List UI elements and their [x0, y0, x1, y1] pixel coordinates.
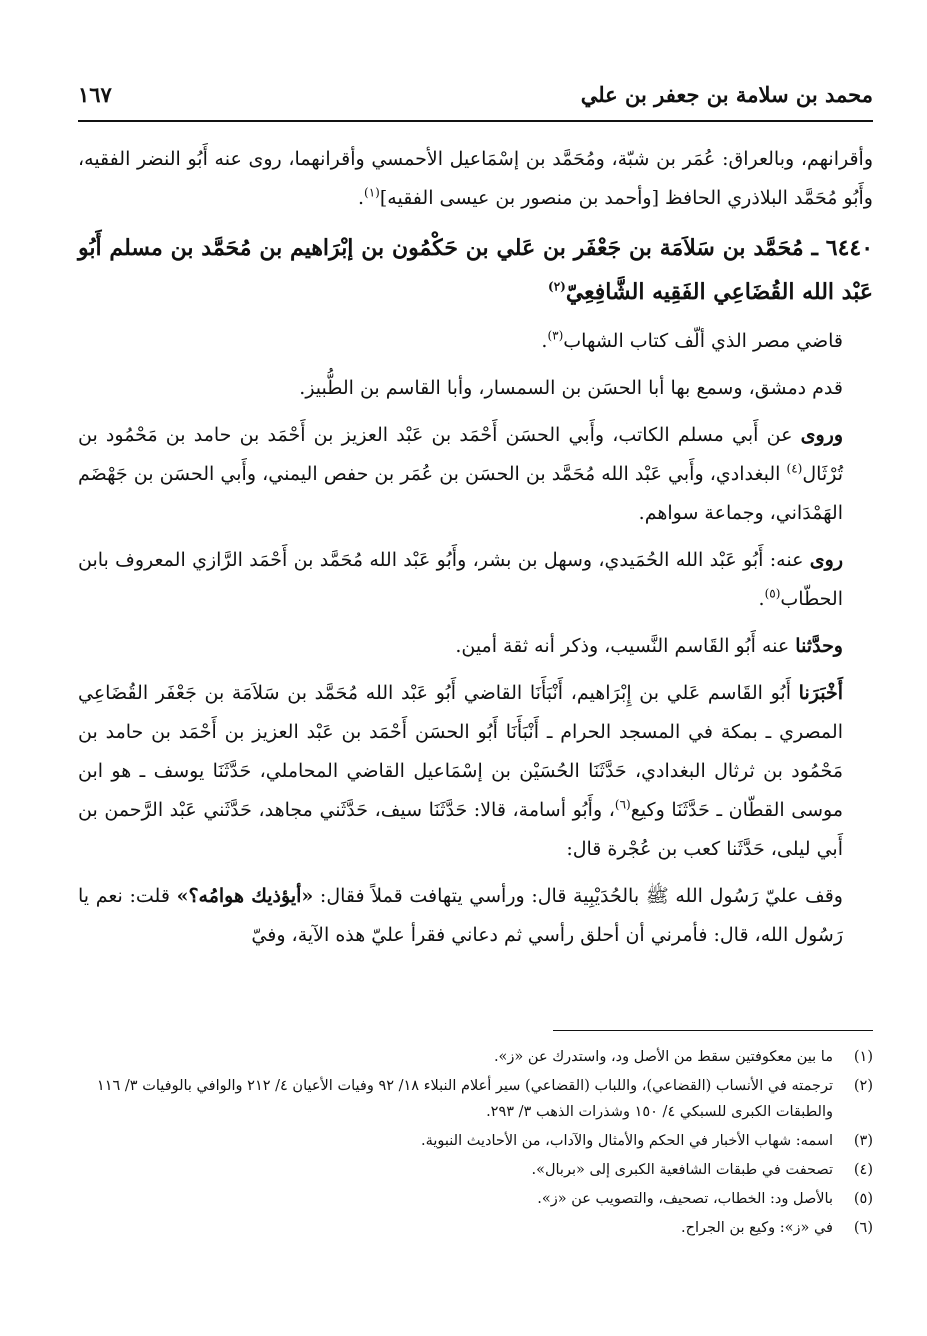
footnote-ref: (٤) — [786, 461, 803, 476]
paragraph: وروى عن أَبي مسلم الكاتب، وأَبي الحسَن أَحْمَد بن عَبْد العزيز بن أَحْمَد بن حامد بن مَحْمُود بن تُرْثَال$^{(٤)}$ البغدادي، وأَبي عَبْد الله مُحَمَّد بن الحسَن بن عُمَر بن حفص اليمني، وأَبي الحسَن بن جَهْضَم الهَمْدَاني، وجماعة سواهم. — [78, 424, 843, 524]
paragraph: أَخْبَرَنا أَبُو القَاسم عَلي بن إِبْرَاهيم، أَنْبَأَنَا القاضي أَبُو عَبْد الله مُحَمَّد بن سَلاَمَة بن جَعْفَر القُضَاعِي المصري ـ بمكة في المسجد الحرام ـ أَنْبَأَنَا أَبُو الحسَن أَحْمَد بن عَبْد العزيز بن أَحْمَد بن حامد بن مَحْمُود بن ثرثال البغدادي، حَدَّثَنَا الحُسَيْن بن إسْمَاعيل القاضي المحاملي، حَدَّثَنَا يوسف ـ هو ابن موسى القطّان ـ حَدَّثَنَا وكيع$^{(٦)}$، وأَبُو أسامة، قالا: حَدَّثَنَا سيف، حَدَّثَني مجاهد، حَدَّثَني عَبْد الرَّحمن بن أَبي ليلى، حَدَّثَنا كعب بن عُجْرة قال: — [78, 682, 844, 860]
footnote: (٢) ترجمته في الأنساب (القضاعي)، واللباب (القضاعي) سير أعلام النبلاء ١٨/ ٩٢ وفيات الأعيان ٤/ ٢١٢ والوافي بالوفيات ٣/ ١١٦ والطبقات الكبرى للسبكي ٤/ ١٥٠ وشذرات الذهب ٣/ ٢٩٣. — [96, 1078, 873, 1120]
footnote-rule — [553, 1030, 873, 1031]
paragraph: وقف عليّ رَسُول الله ﷺ بالحُدَيْبِية قال: ورأسي يتهافت قملاً فقال: «أيؤذيك هوامُه؟» قلت: نعم يا رَسُول الله، قال: فأمرني أن أحلق رأسي ثم دعاني فقرأ عليّ هذه الآية، وفيّ — [78, 885, 843, 946]
running-header — [78, 74, 873, 114]
footnote-ref: (٢) — [548, 279, 566, 294]
running-title: محمد بن سلامة بن جعفر بن علي — [580, 81, 873, 107]
paragraph: قدم دمشق، وسمع بها أبا الحسَن بن السمسار، وأبا القاسم بن الطُّبيز. — [299, 377, 843, 399]
footnote-ref: (٥) — [764, 586, 781, 601]
footnote-ref: (٦) — [614, 797, 631, 812]
footnote-ref: (١) — [364, 185, 380, 200]
footnote: (٣) اسمه: شهاب الأخبار في الحكم والأمثال والآداب، من الأحاديث النبوية. — [421, 1133, 873, 1149]
footnote-ref: (٣) — [547, 328, 564, 343]
main-text — [78, 140, 873, 963]
lead-word: روى — [809, 549, 843, 571]
paragraph: قاضي مصر الذي ألّف كتاب الشهاب$^{(٣)}$. — [541, 328, 843, 352]
footnote: (١) ما بين معكوفتين سقط من الأصل ود، واستدرك عن «ز». — [493, 1049, 873, 1065]
footnotes — [78, 1044, 873, 1244]
paragraph: وحدَّثنا عنه أَبُو القَاسم النَّسيب، وذكر أنه ثقة أمين. — [455, 635, 843, 657]
hadith-quote: «أيؤذيك هوامُه؟» — [176, 885, 314, 907]
lead-word: أَخْبَرَنا — [798, 682, 843, 704]
footnote: (٦) في «ز»: وكيع بن الجراح. — [681, 1220, 873, 1236]
lead-word: وروى — [800, 424, 843, 446]
paragraph-continuation: وأقرانهم، وبالعراق: عُمَر بن شبّة، ومُحَمَّد بن إسْمَاعيل الأحمسي وأقرانهما، روى عنه أَبُو النضر الفقيه، وأَبُو مُحَمَّد البلاذري الحافظ [وأحمد بن منصور بن عيسى الفقيه]$^{(١)}$. — [78, 148, 873, 209]
footnote: (٤) تصحفت في طبقات الشافعية الكبرى إلى «بربال». — [531, 1162, 873, 1178]
header-rule — [78, 120, 873, 122]
footnote: (٥) بالأصل ود: الخطاب، تصحيف، والتصويب عن «ز». — [537, 1191, 873, 1207]
paragraph: روى عنه: أَبُو عَبْد الله الحُمَيدي، وسهل بن بشر، وأَبُو عَبْد الله مُحَمَّد بن أَحْمَد الرَّازي المعروف بابن الحطّاب$^{(٥)}$. — [78, 549, 843, 610]
page-number: ١٦٧ — [78, 81, 112, 107]
entry-title: ٦٤٤٠ ـ مُحَمَّد بن سَلاَمَة بن جَعْفَر بن عَلي بن حَكْمُون بن إبْرَاهيم بن مُحَمَّد بن مسلم أَبُو عَبْد الله القُضَاعِي الفَقِيه الشَّافِعِيّ$^{(٢)}$ — [78, 235, 874, 305]
lead-word: وحدَّثنا — [795, 635, 843, 657]
